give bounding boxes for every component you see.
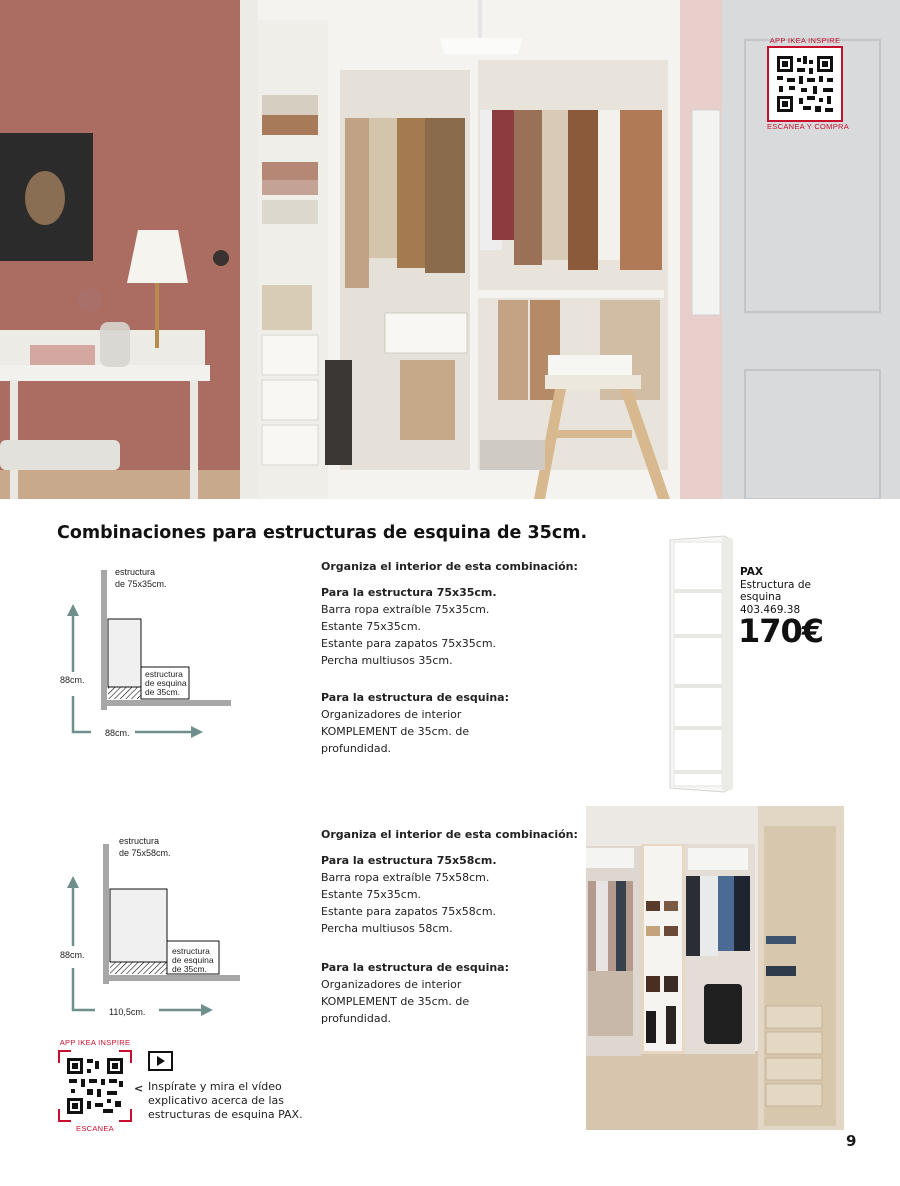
pax-product-image bbox=[662, 534, 737, 794]
combo1-block2-title: Para la estructura de esquina: bbox=[321, 691, 509, 704]
combo2-block1-item: Percha multiusos 58cm. bbox=[321, 922, 453, 935]
combo2-corner-label-1: estructura bbox=[172, 946, 210, 956]
combo2-corner-label-2: de esquina bbox=[172, 955, 214, 965]
combo2-block2-item: KOMPLEMENT de 35cm. de bbox=[321, 995, 470, 1008]
hero-qr-bottom-label: ESCANEA Y COMPRA bbox=[767, 122, 850, 131]
combo2-block1-title: Para la estructura 75x58cm. bbox=[321, 854, 497, 867]
combo1-tall-label-2: de 75x35cm. bbox=[115, 579, 167, 589]
play-icon bbox=[148, 1051, 173, 1071]
combo1-block2-item: profundidad. bbox=[321, 742, 392, 755]
product-price: 170€ bbox=[738, 612, 824, 650]
combo1-text bbox=[321, 558, 641, 757]
combo2-block2-item: Organizadores de interior bbox=[321, 978, 462, 991]
combo1-height-label: 88cm. bbox=[60, 675, 85, 685]
combo1-intro: Organiza el interior de esta combinación: bbox=[321, 560, 578, 573]
qr-code-icon bbox=[767, 46, 843, 122]
combo1-corner-label-3: de 35cm. bbox=[145, 687, 180, 697]
hero-qr-code[interactable] bbox=[767, 36, 850, 131]
video-promo-line: Inspírate y mira el vídeo bbox=[148, 1080, 282, 1093]
qr-code-icon bbox=[57, 1049, 133, 1123]
combo2-text bbox=[321, 826, 581, 1027]
combo2-block2-title: Para la estructura de esquina: bbox=[321, 961, 509, 974]
video-qr-code[interactable] bbox=[57, 1038, 133, 1134]
combo2-tall-label-1: estructura bbox=[119, 836, 160, 846]
play-video-icon[interactable] bbox=[148, 1051, 173, 1071]
combo1-block1-item: Barra ropa extraíble 75x35cm. bbox=[321, 603, 490, 616]
video-promo-text bbox=[148, 1080, 303, 1122]
video-qr-bottom-label: ESCANEA bbox=[76, 1124, 114, 1133]
product-desc: esquina bbox=[740, 591, 782, 603]
combo2-diagram bbox=[55, 830, 255, 1025]
wardrobe-room-illustration bbox=[0, 0, 900, 499]
hero-photo bbox=[0, 0, 900, 499]
hero-qr-top-label: APP IKEA INSPIRE bbox=[769, 36, 841, 45]
product-name: PAX bbox=[740, 566, 763, 578]
combo2-block1-item: Estante para zapatos 75x58cm. bbox=[321, 905, 497, 918]
pax-product-info bbox=[740, 566, 850, 616]
combo2-intro: Organiza el interior de esta combinación: bbox=[321, 828, 578, 841]
combo1-block1-title: Para la estructura 75x35cm. bbox=[321, 586, 497, 599]
combo1-block1-item: Percha multiusos 35cm. bbox=[321, 654, 453, 667]
combo2-width-label: 110,5cm. bbox=[109, 1007, 146, 1017]
closet-illustration bbox=[586, 806, 844, 1130]
promo-arrow: < bbox=[134, 1082, 144, 1095]
combo1-block1-item: Estante para zapatos 75x35cm. bbox=[321, 637, 497, 650]
video-promo-line: estructuras de esquina PAX. bbox=[148, 1108, 303, 1121]
walk-in-closet-photo bbox=[586, 806, 844, 1130]
combo2-block2-item: profundidad. bbox=[321, 1012, 392, 1025]
video-qr-top-label: APP IKEA INSPIRE bbox=[59, 1038, 131, 1047]
page-number: 9 bbox=[846, 1132, 857, 1150]
product-desc: Estructura de bbox=[740, 578, 811, 591]
combo1-tall-label-1: estructura bbox=[115, 567, 156, 577]
combo1-corner-label-2: de esquina bbox=[145, 678, 187, 688]
combo1-width-label: 88cm. bbox=[105, 728, 130, 738]
combo1-block2-item: Organizadores de interior bbox=[321, 708, 462, 721]
combo2-block1-item: Estante 75x35cm. bbox=[321, 888, 422, 901]
combo1-block2-item: KOMPLEMENT de 35cm. de bbox=[321, 725, 470, 738]
product-code: 403.469.38 bbox=[740, 603, 801, 616]
corner-layout-diagram bbox=[55, 830, 255, 1025]
combo1-corner-label-1: estructura bbox=[145, 669, 183, 679]
combo2-height-label: 88cm. bbox=[60, 950, 85, 960]
combo2-block1-item: Barra ropa extraíble 75x58cm. bbox=[321, 871, 490, 884]
pax-frame-illustration bbox=[662, 534, 737, 794]
combo1-diagram bbox=[55, 560, 245, 750]
video-promo-line: explicativo acerca de las bbox=[148, 1094, 284, 1107]
combo1-block1-item: Estante 75x35cm. bbox=[321, 620, 422, 633]
section-title: Combinaciones para estructuras de esquina de 35cm. bbox=[57, 523, 588, 543]
combo2-corner-label-3: de 35cm. bbox=[172, 964, 207, 974]
combo2-tall-label-2: de 75x58cm. bbox=[119, 848, 171, 858]
